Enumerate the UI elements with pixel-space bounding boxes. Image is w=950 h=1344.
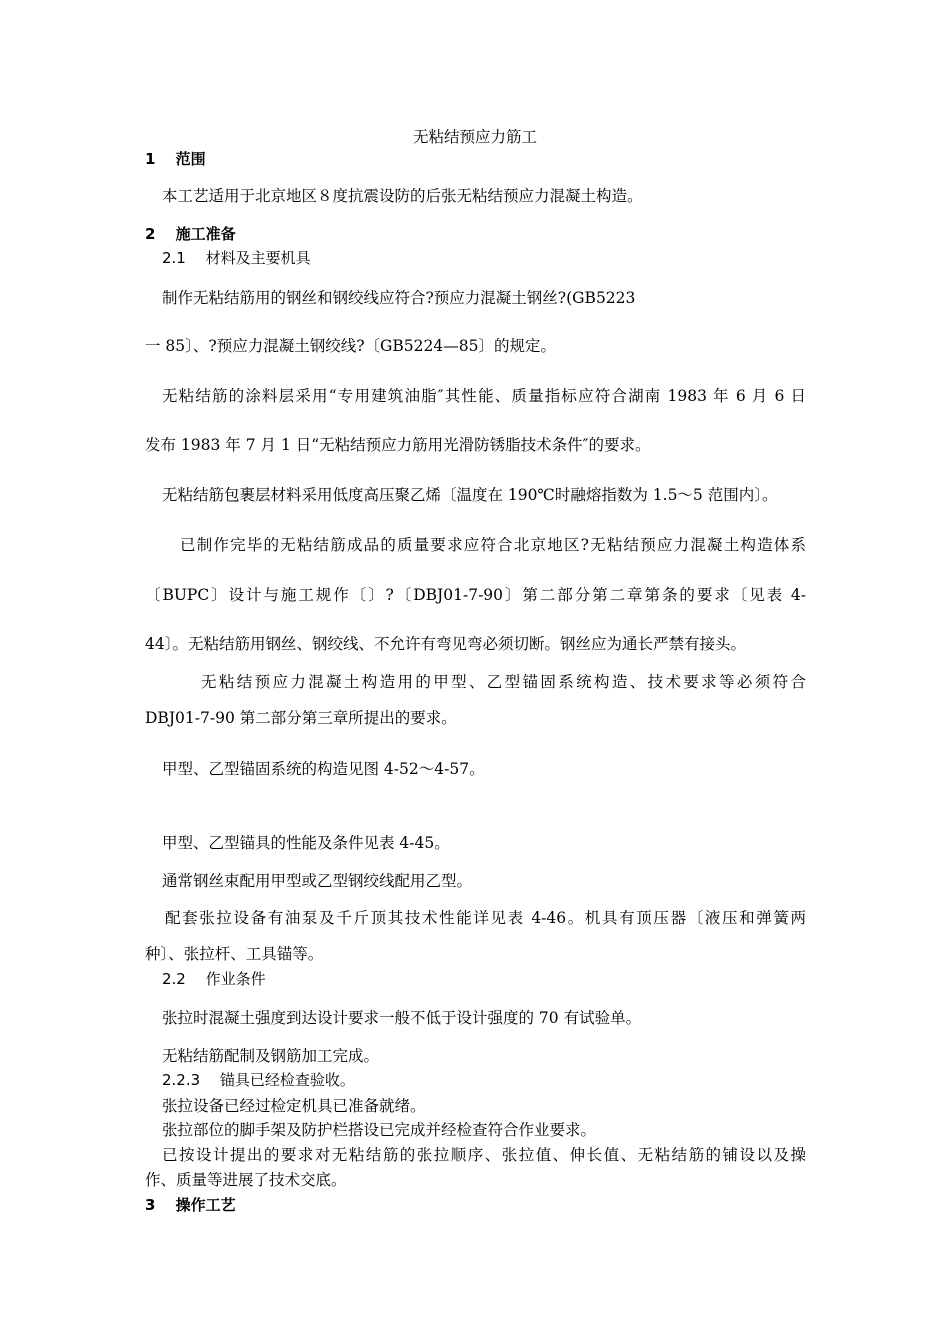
subsection-heading-2-2-3: 2.2.3 锚具已经检查验收。	[162, 1071, 355, 1089]
paragraph-equipment-calibrated: 张拉设备已经过检定机具已准备就绪。	[162, 1097, 426, 1115]
paragraph-technical-briefing-line-1: 已按设计提出的要求对无粘结筋的张拉顺序、张拉值、伸长值、无粘结筋的铺设以及操	[162, 1146, 806, 1164]
paragraph-anchor-performance: 甲型、乙型锚具的性能及条件见表 4-45。	[162, 834, 450, 852]
paragraph-technical-briefing-line-2: 作、质量等进展了技术交底。	[145, 1171, 347, 1189]
paragraph-steel-wire-line-2: 一 85〕、?预应力混凝土钢绞线?〔GB5224—85〕的规定。	[145, 337, 556, 355]
subsection-heading-2-1: 2.1 材料及主要机具	[162, 249, 311, 267]
paragraph-anchorage-figures: 甲型、乙型锚固系统的构造见图 4-52～4-57。	[162, 760, 485, 778]
paragraph-concrete-strength: 张拉时混凝土强度到达设计要求一般不低于设计强度的 70 有试验单。	[162, 1009, 642, 1027]
document-title: 无粘结预应力筋工	[412, 128, 537, 146]
paragraph-scope: 本工艺适用于北京地区８度抗震设防的后张无粘结预应力混凝土构造。	[162, 187, 643, 205]
paragraph-quality-line-1: 已制作完毕的无粘结筋成品的质量要求应符合北京地区?无粘结预应力混凝土构造体系	[180, 536, 806, 554]
paragraph-tensioning-equipment-line-2: 种〕、张拉杆、工具锚等。	[145, 945, 324, 963]
paragraph-steel-wire-line-1: 制作无粘结筋用的钢丝和钢绞线应符合?预应力混凝土钢丝?(GB5223	[162, 289, 636, 307]
paragraph-quality-line-3: 44〕。无粘结筋用钢丝、钢绞线、不允许有弯见弯必须切断。钢丝应为通长严禁有接头。	[145, 635, 746, 653]
paragraph-anchorage-line-1: 无粘结预应力混凝土构造用的甲型、乙型锚固系统构造、技术要求等必须符合	[201, 673, 806, 691]
paragraph-coating-line-1: 无粘结筋的涂料层采用“专用建筑油脂″其性能、质量指标应符合湖南 1983 年 6 月 6 日	[162, 387, 806, 405]
paragraph-sheathing: 无粘结筋包裹层材料采用低度高压聚乙烯〔温度在 190℃时融熔指数为 1.5～5 范围内〕。	[162, 486, 778, 504]
paragraph-scaffolding: 张拉部位的脚手架及防护栏搭设已完成并经检查符合作业要求。	[162, 1121, 597, 1139]
section-heading-2: 2 施工准备	[145, 225, 236, 243]
paragraph-anchorage-line-2: DBJ01-7-90 第二部分第三章所提出的要求。	[145, 709, 457, 727]
section-heading-1: 1 范围	[145, 150, 206, 168]
paragraph-quality-line-2: 〔BUPC〕设计与施工规作〔〕?〔DBJ01-7-90〕第二部分第二章第条的要求〔见表 4-	[145, 586, 806, 604]
paragraph-anchor-matching: 通常钢丝束配用甲型或乙型钢绞线配用乙型。	[162, 872, 473, 890]
paragraph-tendon-preparation: 无粘结筋配制及钢筋加工完成。	[162, 1047, 380, 1065]
section-heading-3: 3 操作工艺	[145, 1196, 236, 1214]
subsection-heading-2-2: 2.2 作业条件	[162, 970, 266, 988]
paragraph-coating-line-2: 发布 1983 年 7 月 1 日“无粘结预应力筋用光滑防锈脂技术条件″的要求。	[145, 436, 651, 454]
paragraph-tensioning-equipment-line-1: 配套张拉设备有油泵及千斤顶其技术性能详见表 4-46。机具有顶压器〔液压和弹簧两	[165, 909, 806, 927]
